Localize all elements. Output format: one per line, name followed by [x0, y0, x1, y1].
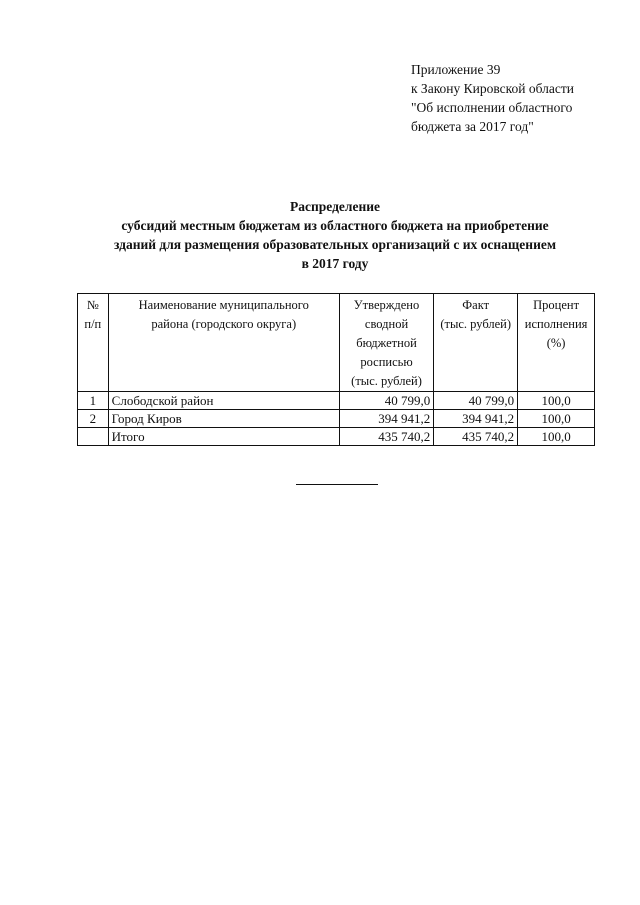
header-line: района (городского округа) — [151, 317, 297, 331]
row-municipality: Слободской район — [108, 392, 339, 410]
header-line: Процент — [533, 298, 580, 312]
row-approved: 435 740,2 — [339, 428, 433, 446]
row-actual: 394 941,2 — [434, 410, 518, 428]
title-line: субсидий местным бюджетам из областного бюджета на приобретение — [121, 218, 549, 233]
subsidy-table — [77, 293, 595, 446]
table-header-row — [78, 294, 595, 392]
separator-line — [296, 484, 378, 485]
row-actual: 435 740,2 — [434, 428, 518, 446]
header-line: сводной — [364, 317, 409, 331]
header-line: Факт — [462, 298, 490, 312]
row-number: 2 — [78, 410, 109, 428]
row-actual: 40 799,0 — [434, 392, 518, 410]
title-line: Распределение — [289, 199, 381, 214]
appendix-line: бюджета за 2017 год" — [411, 119, 534, 134]
row-municipality: Город Киров — [108, 410, 339, 428]
header-number — [78, 294, 109, 392]
table-row — [78, 392, 595, 410]
header-line: № — [86, 298, 99, 312]
document-title — [40, 197, 630, 273]
header-approved — [339, 294, 433, 392]
table-total-row — [78, 428, 595, 446]
row-percent: 100,0 — [518, 428, 595, 446]
row-percent: 100,0 — [518, 392, 595, 410]
header-line: (тыс. рублей) — [351, 374, 422, 388]
header-line: Наименование муниципального — [138, 298, 309, 312]
row-approved: 40 799,0 — [339, 392, 433, 410]
title-line: зданий для размещения образовательных организаций с их оснащением — [113, 237, 557, 252]
header-line: бюджетной — [356, 336, 417, 350]
header-line: п/п — [84, 317, 102, 331]
row-number: 1 — [78, 392, 109, 410]
header-line: росписью — [360, 355, 413, 369]
header-line: Утверждено — [353, 298, 420, 312]
appendix-line: к Закону Кировской области — [411, 81, 575, 96]
header-line: исполнения — [524, 317, 588, 331]
header-line: (%) — [546, 336, 566, 350]
row-approved: 394 941,2 — [339, 410, 433, 428]
header-percent — [518, 294, 595, 392]
appendix-reference — [411, 60, 631, 136]
title-line: в 2017 году — [301, 256, 369, 271]
appendix-line: Приложение 39 — [411, 62, 501, 77]
row-percent: 100,0 — [518, 410, 595, 428]
appendix-line: "Об исполнении областного — [411, 100, 573, 115]
row-number — [78, 428, 109, 446]
header-line: (тыс. рублей) — [440, 317, 512, 331]
header-municipality — [108, 294, 339, 392]
row-municipality: Итого — [108, 428, 339, 446]
table-row — [78, 410, 595, 428]
header-actual — [434, 294, 518, 392]
